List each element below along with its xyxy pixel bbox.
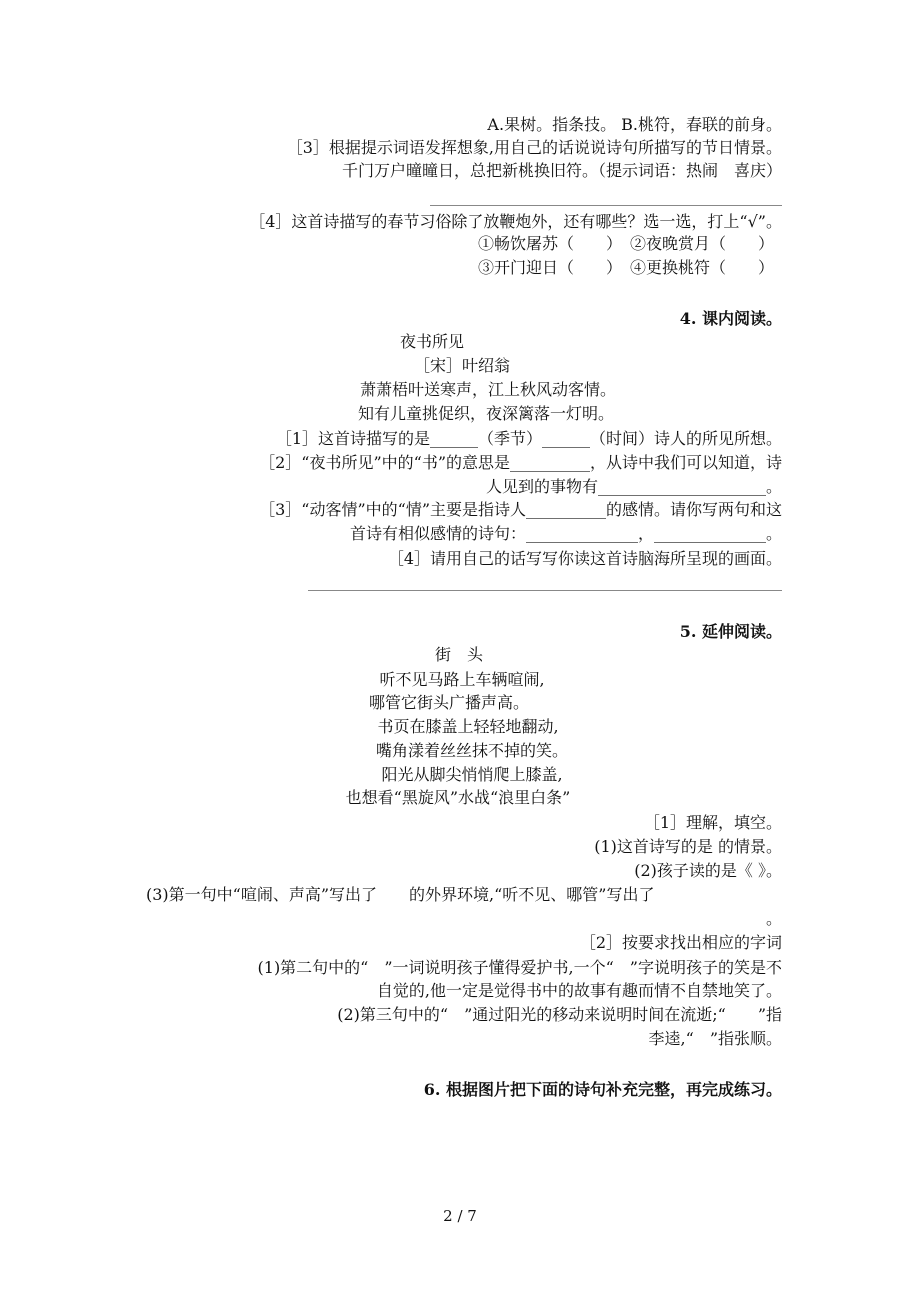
- section5-poem-line: 也想看“黑旋风”水战“浪里白条”: [345, 788, 571, 807]
- q3-sub3-prompt: ［3］根据提示词语发挥想象,用自己的话说说诗句所描写的节日情景。: [286, 138, 782, 157]
- section4-q1: ［1］这首诗描写的是______（季节）______（时间）诗人的所见所想。: [275, 429, 782, 448]
- q3-sub3-line: 千门万户曈曈日，总把新桃换旧符。（提示词语：热闹 喜庆）: [341, 161, 782, 180]
- section4-q2-line2: 人见到的事物有_____________________。: [485, 477, 782, 496]
- section5-q2-a-line2: 自觉的,他一定是觉得书中的故事有趣而情不自禁地笑了。: [376, 981, 782, 1000]
- section5-q1-c-end: 。: [765, 909, 782, 928]
- section5-poem-line: 听不见马路上车辆喧闹,: [379, 670, 545, 689]
- section4-poem-line: 萧萧梧叶送寒声，江上秋风动客情。: [359, 380, 617, 399]
- section4-q3-line2: 首诗有相似感情的诗句：______________，______________。: [349, 524, 782, 543]
- section5-q2-a-line1: (1)第二句中的“ ”一词说明孩子懂得爱护书,一个“ ”字说明孩子的笑是不: [257, 958, 782, 977]
- section5-q1-prompt: ［1］理解，填空。: [643, 813, 782, 832]
- q3-choices: A.果树。指条技。 B.桃符，春联的前身。: [487, 115, 782, 134]
- section4-q4: ［4］请用自己的话写写你读这首诗脑海所呈现的画面。: [387, 549, 782, 568]
- section5-q2-b-line1: (2)第三句中的“ ”通过阳光的移动来说明时间在流逝;“ ”指: [337, 1005, 782, 1024]
- section6-heading: 6. 根据图片把下面的诗句补充完整，再完成练习。: [423, 1080, 782, 1099]
- section5-poem-line: 阳光从脚尖悄悄爬上膝盖,: [381, 765, 563, 784]
- section5-poem-line: 书页在膝盖上轻轻地翻动,: [377, 717, 559, 736]
- section4-poem-author: ［宋］叶绍翁: [413, 356, 511, 375]
- section4-q3-line1: ［3］“动客情”中的“情”主要是指诗人__________的感情。请你写两句和这: [259, 500, 782, 519]
- q3-sub4-prompt: ［4］这首诗描写的春节习俗除了放鞭炮外，还有哪些？选一选，打上“√”。: [249, 212, 782, 231]
- section5-poem-line: 哪管它街头广播声高。: [368, 693, 530, 712]
- section4-q2-line1: ［2］“夜书所见”中的“书”的意思是__________，从诗中我们可以知道，诗: [259, 453, 782, 472]
- section4-poem-title: 夜书所见: [399, 332, 465, 351]
- section4-heading: 4. 课内阅读。: [679, 309, 782, 328]
- q3-sub4-options-row2: ③开门迎日（ ） ④更换桃符（ ）: [477, 258, 774, 277]
- answer-line: [430, 205, 782, 206]
- section5-q1-a: (1)这首诗写的是 的情景。: [594, 837, 782, 856]
- page-number: 2 / 7: [443, 1207, 477, 1225]
- section4-poem-line: 知有儿童挑促织，夜深篱落一灯明。: [357, 404, 615, 423]
- section5-poem-title: 街 头: [434, 645, 484, 664]
- q3-sub4-options-row1: ①畅饮屠苏（ ） ②夜晚赏月（ ）: [477, 234, 774, 253]
- section5-q2-b-line2: 李逵,“ ”指张顺。: [648, 1029, 782, 1048]
- section5-q1-c: (3)第一句中“喧闹、声高”写出了 的外界环境,“听不见、哪管”写出了: [146, 885, 655, 904]
- section5-poem-line: 嘴角漾着丝丝抹不掉的笑。: [375, 741, 569, 760]
- answer-line: [308, 590, 782, 591]
- section5-q2-prompt: ［2］按要求找出相应的字词: [579, 933, 782, 952]
- section5-heading: 5. 延伸阅读。: [679, 622, 782, 641]
- section5-q1-b: (2)孩子读的是《 》。: [634, 861, 782, 880]
